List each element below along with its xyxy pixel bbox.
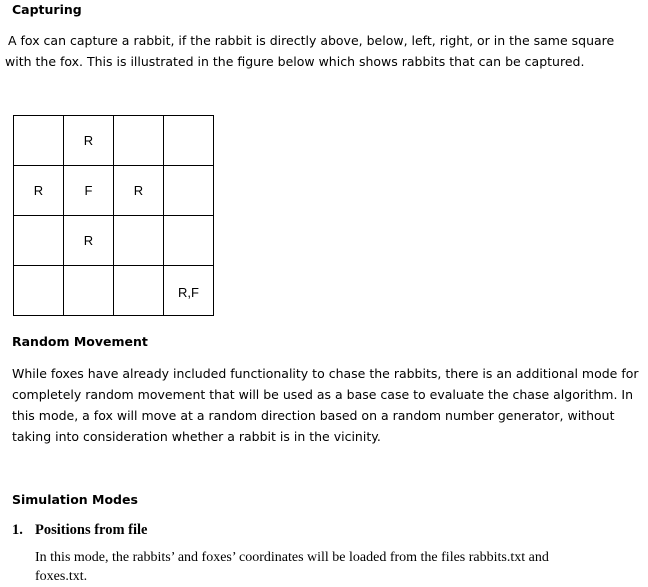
grid-cell (14, 216, 64, 266)
grid-cell-rabbit: R (14, 166, 64, 216)
grid-cell (14, 116, 64, 166)
grid-row (14, 266, 214, 316)
capture-grid-figure (13, 115, 214, 316)
positions-from-file-line-2: foxes.txt. (35, 569, 88, 584)
simulation-modes-heading: Simulation Modes (12, 492, 138, 507)
list-item-number: 1. (12, 522, 23, 538)
random-movement-line-4: taking into consideration whether a rabbit is in the vicinity. (12, 429, 381, 444)
grid-cell (14, 266, 64, 316)
grid-cell-fox: F (64, 166, 114, 216)
capturing-paragraph-line-2: with the fox. This is illustrated in the figure below which shows rabbits that can be captured. (5, 54, 585, 69)
capturing-paragraph-line-1: A fox can capture a rabbit, if the rabbit is directly above, below, left, right, or in the same square (8, 33, 615, 48)
capturing-heading: Capturing (12, 2, 82, 17)
grid-row (14, 116, 214, 166)
grid-cell-rabbit: R (64, 116, 114, 166)
grid-cell-rabbit: R (114, 166, 164, 216)
grid-cell (114, 216, 164, 266)
grid-cell (64, 266, 114, 316)
positions-from-file-heading: Positions from file (35, 522, 148, 538)
grid-cell-rabbit: R (64, 216, 114, 266)
grid-row (14, 166, 214, 216)
random-movement-line-2: completely random movement that will be used as a base case to evaluate the chase algorithm. In (12, 387, 634, 402)
grid-cell-rabbit-fox: R,F (164, 266, 214, 316)
grid-cell (164, 116, 214, 166)
grid-cell (164, 166, 214, 216)
grid-row (14, 216, 214, 266)
grid-cell (164, 216, 214, 266)
grid-cell (114, 116, 164, 166)
grid-cell (114, 266, 164, 316)
positions-from-file-line-1: In this mode, the rabbits’ and foxes’ coordinates will be loaded from the files rabbits.txt and (35, 550, 549, 565)
random-movement-line-1: While foxes have already included functionality to chase the rabbits, there is an additional mode for (12, 366, 639, 381)
random-movement-heading: Random Movement (12, 334, 148, 349)
random-movement-line-3: this mode, a fox will move at a random direction based on a random number generator, without (12, 408, 615, 423)
